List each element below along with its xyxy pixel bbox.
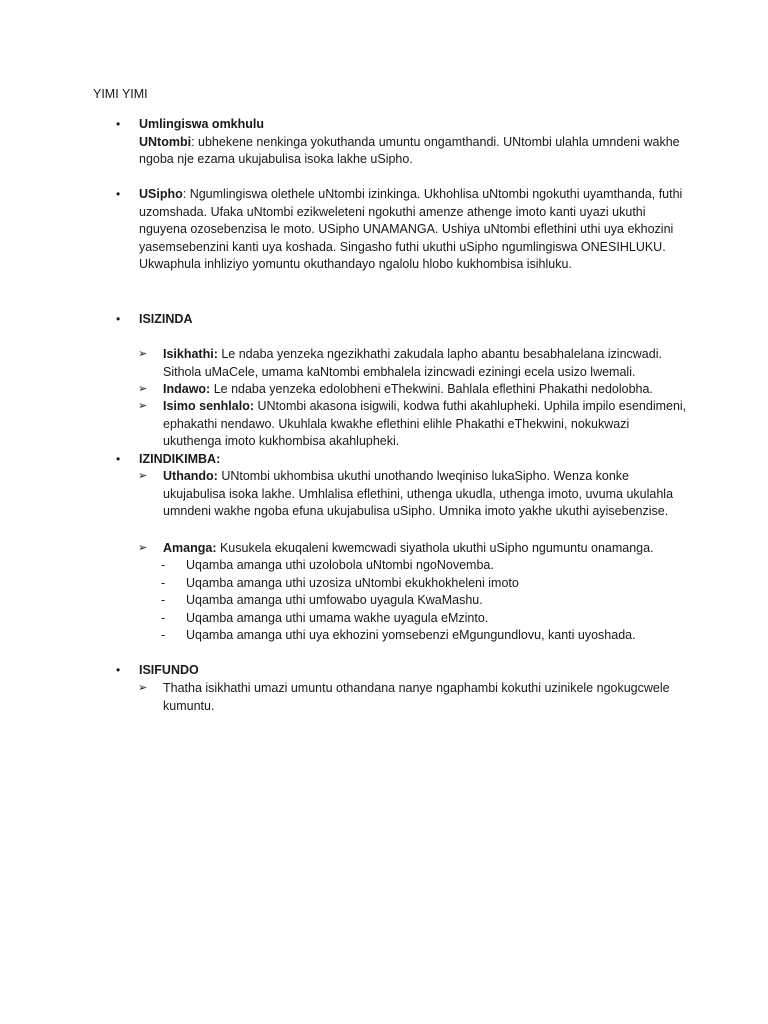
theme-lies — [138, 540, 688, 558]
document-title: YIMI YIMI — [93, 87, 148, 101]
theme-lies-text: Kusukela ekuqaleni kwemcwadi siyathola ukuthi uSipho ngumuntu onamanga. — [216, 541, 654, 555]
arrow-icon: ➢ — [138, 383, 148, 395]
setting-section — [116, 311, 689, 329]
setting-item-label: Isikhathi: — [163, 347, 218, 361]
bullet-icon: • — [116, 117, 121, 131]
untombi-paragraph — [139, 134, 689, 169]
usipho-paragraph — [139, 186, 689, 274]
lie-text: Uqamba amanga uthi umama wakhe uyagula eMzinto. — [186, 611, 489, 625]
lesson-section — [116, 662, 689, 680]
lesson-item — [138, 680, 688, 715]
lesson-heading: ISIFUNDO — [139, 663, 199, 677]
theme-love-label: Uthando: — [163, 469, 218, 483]
dash-icon: - — [161, 558, 166, 572]
lie-text: Uqamba amanga uthi umfowabo uyagula KwaMashu. — [186, 593, 483, 607]
list-item — [161, 575, 686, 593]
untombi-text: : ubhekene nenkinga yokuthanda umuntu ongamthandi. UNtombi ulahla umndeni wakhe ngoba nje ezama ukujabulisa isoka lakhe uSipho. — [139, 134, 680, 166]
bullet-icon: • — [116, 663, 121, 677]
theme-love — [138, 468, 688, 521]
bullet-icon: • — [116, 452, 121, 466]
bullet-icon: • — [116, 187, 121, 201]
setting-heading: ISIZINDA — [139, 312, 193, 326]
dash-icon: - — [161, 628, 166, 642]
list-item — [161, 592, 686, 610]
list-item — [161, 627, 686, 645]
setting-item — [138, 398, 688, 451]
dash-icon: - — [161, 576, 166, 590]
usipho-text: : Ngumlingiswa olethele uNtombi izinkinga. Ukhohlisa uNtombi ngokuthi uyamthanda, futhi uzomshada. Ufaka uNtombi ezikweleteni ngokuthi amenze athenge imoto kanti uyazi ukuthi nguyena ozosebenzisa le moto. USipho UNAMANGA. Ushiya uNtombi eflethini uthi uya ekhozini yasemsebenzini kanti uya koshada. Singasho futhi ukuthi uSipho ngumlingiswa ONESIHLUKU. Ukwaphula inhliziyo yomuntu okuthandayo ngalolu hlobo kukhombisa isihluku. — [139, 187, 683, 271]
arrow-icon: ➢ — [138, 682, 148, 694]
bullet-icon: • — [116, 312, 121, 326]
characters-section — [116, 116, 689, 169]
list-item — [161, 557, 686, 575]
dash-icon: - — [161, 611, 166, 625]
setting-item-label: Indawo: — [163, 382, 211, 396]
lie-text: Uqamba amanga uthi uzolobola uNtombi ngoNovemba. — [186, 558, 494, 572]
setting-item — [138, 381, 688, 399]
untombi-name: UNtombi — [139, 134, 192, 149]
lie-text: Uqamba amanga uthi uzosiza uNtombi ekukhokheleni imoto — [186, 576, 519, 590]
setting-item-text: Le ndaba yenzeka ngezikhathi zakudala lapho abantu besabhalelana izincwadi. Sithola uMaCele, umama kaNtombi embhalela izincwadi eziningi ecela usizo lwemali. — [163, 347, 662, 379]
usipho-name: USipho — [139, 187, 183, 201]
setting-item-label: Isimo senhlalo: — [163, 399, 254, 413]
themes-heading: IZINDIKIMBA: — [139, 452, 221, 466]
usipho-section — [116, 186, 689, 274]
lesson-text: Thatha isikhathi umazi umuntu othandana nanye ngaphambi kokuthi uzinikele ngokugcwele kumuntu. — [163, 681, 670, 713]
arrow-icon: ➢ — [138, 542, 148, 554]
lie-text: Uqamba amanga uthi uya ekhozini yomsebenzi eMgungundlovu, kanti uyoshada. — [186, 628, 636, 642]
arrow-icon: ➢ — [138, 470, 148, 482]
theme-love-text: UNtombi ukhombisa ukuthi unothando lweqiniso lukaSipho. Wenza konke ukujabulisa isoka lakhe. Umhlalisa eflethini, uthenga ukudla, uthenga imoto, uvuma ukulahla umndeni wakhe ngoba efuna ukujabulisa uSipho. Umnika imoto yakhe ukuthi ayisebenzise. — [163, 469, 674, 518]
theme-lies-label: Amanga: — [163, 541, 217, 555]
arrow-icon: ➢ — [138, 400, 148, 412]
setting-item-text: Le ndaba yenzeka edolobheni eThekwini. Bahlala eflethini Phakathi nedolobha. — [210, 382, 653, 396]
setting-item-text: UNtombi akasona isigwili, kodwa futhi akahlupheki. Uphila impilo esendimeni, ephakathi nendawo. Ukuhlala kwakhe eflethini elihle Phakathi eThekwini, nokukwazi ukuthenga imoto kukhombisa akahlupheki. — [163, 399, 687, 448]
list-item — [161, 610, 686, 628]
themes-section — [116, 451, 689, 469]
setting-item — [138, 346, 688, 381]
dash-icon: - — [161, 593, 166, 607]
characters-heading: Umlingiswa omkhulu — [139, 117, 265, 131]
arrow-icon: ➢ — [138, 348, 148, 360]
